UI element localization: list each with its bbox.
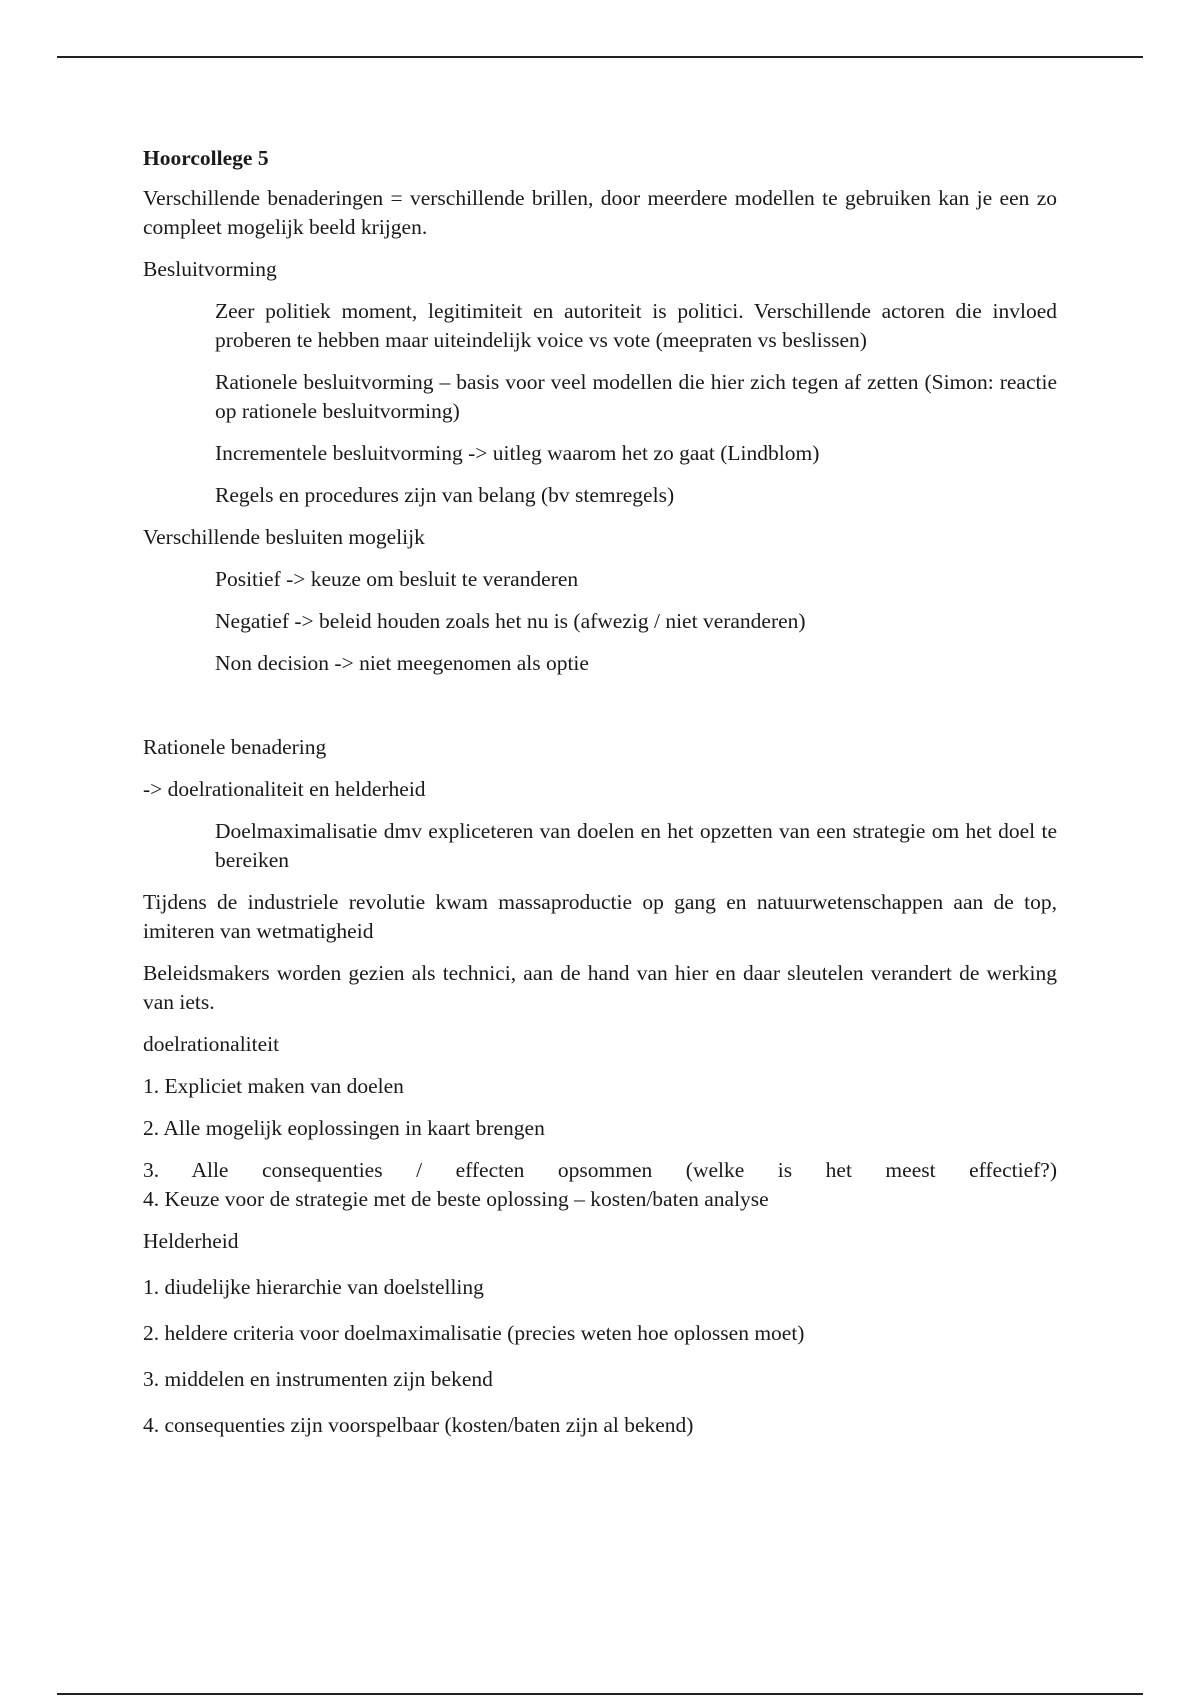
helderheid-item: 2. heldere criteria voor doelmaximalisatie (precies weten hoe oplossen moet)	[143, 1321, 805, 1345]
intro-paragraph: Verschillende benaderingen = verschillende brillen, door meerdere modellen te gebruiken kan je een zo compleet mogelijk beeld krijgen.	[143, 186, 1057, 239]
document-body	[143, 144, 1057, 1457]
rationeel-subheading: -> doelrationaliteit en helderheid	[143, 777, 426, 801]
doelrationaliteit-item: 4. Keuze voor de strategie met de beste oplossing – kosten/baten analyse	[143, 1187, 769, 1211]
helderheid-item: 1. diudelijke hierarchie van doelstelling	[143, 1275, 484, 1299]
section-spacer	[143, 691, 1057, 733]
doelrationaliteit-item: 2. Alle mogelijk eoplossingen in kaart brengen	[143, 1116, 545, 1140]
besluiten-point: Positief -> keuze om besluit te veranderen	[215, 567, 579, 591]
doelrationaliteit-item	[143, 1156, 1057, 1185]
besluitvorming-point: Regels en procedures zijn van belang (bv stemregels)	[215, 483, 675, 507]
besluitvorming-point: Incrementele besluitvorming -> uitleg waarom het zo gaat (Lindblom)	[215, 441, 820, 465]
besluiten-heading: Verschillende besluiten mogelijk	[143, 525, 425, 549]
besluitvorming-point: Zeer politiek moment, legitimiteit en autoriteit is politici. Verschillende actoren die invloed proberen te hebben maar uiteindelijk voice vs vote (meepraten vs beslissen)	[215, 299, 1057, 352]
besluitvorming-heading: Besluitvorming	[143, 257, 277, 281]
header-rule	[57, 56, 1143, 58]
rationeel-paragraph: Tijdens de industriele revolutie kwam massaproductie op gang en natuurwetenschappen aan de top, imiteren van wetmatigheid	[143, 890, 1057, 943]
document-title: Hoorcollege 5	[143, 146, 269, 170]
doelrationaliteit-item-text: 3. Alle consequenties / effecten opsommen (welke is het meest effectief?)	[143, 1158, 1057, 1182]
rationeel-paragraph: Beleidsmakers worden gezien als technici, aan de hand van hier en daar sleutelen verandert de werking van iets.	[143, 961, 1057, 1014]
helderheid-item: 4. consequenties zijn voorspelbaar (kosten/baten zijn al bekend)	[143, 1413, 694, 1437]
rationeel-indented-paragraph: Doelmaximalisatie dmv expliceteren van doelen en het opzetten van een strategie om het doel te bereiken	[215, 819, 1057, 872]
besluiten-point: Negatief -> beleid houden zoals het nu is (afwezig / niet veranderen)	[215, 609, 806, 633]
doelrationaliteit-item: 1. Expliciet maken van doelen	[143, 1074, 404, 1098]
rationeel-heading: Rationele benadering	[143, 735, 327, 759]
footer-rule	[57, 1693, 1143, 1695]
besluitvorming-point: Rationele besluitvorming – basis voor veel modellen die hier zich tegen af zetten (Simon: reactie op rationele besluitvorming)	[215, 370, 1057, 423]
doelrationaliteit-heading: doelrationaliteit	[143, 1032, 280, 1056]
besluiten-point: Non decision -> niet meegenomen als optie	[215, 651, 589, 675]
helderheid-heading: Helderheid	[143, 1229, 239, 1253]
helderheid-item: 3. middelen en instrumenten zijn bekend	[143, 1367, 493, 1391]
